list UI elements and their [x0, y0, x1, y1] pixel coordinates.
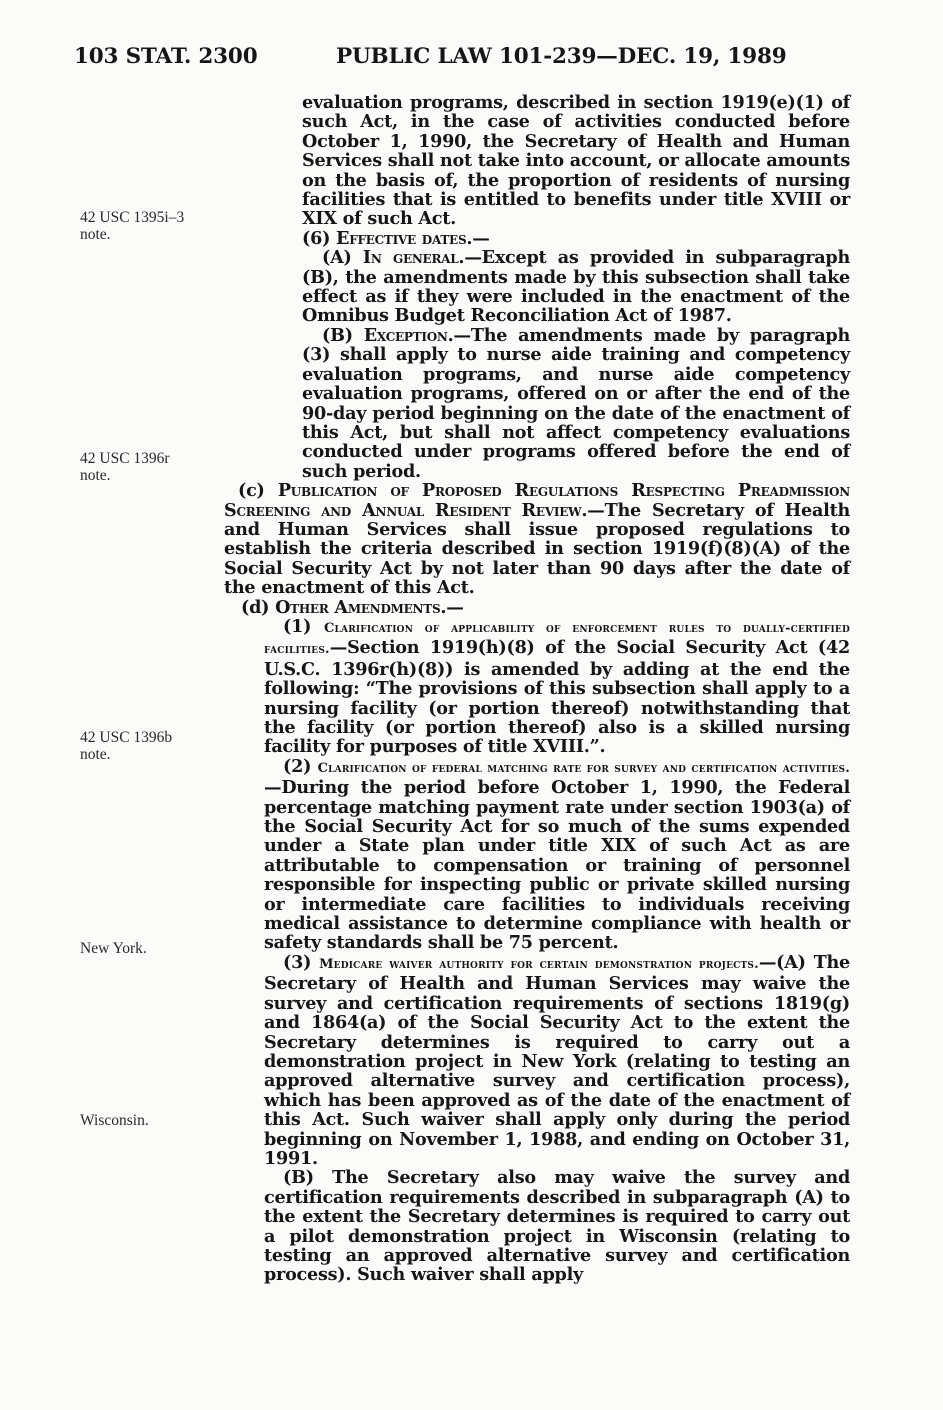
margin-note-line: Wisconsin.: [80, 1112, 149, 1129]
margin-note-line: note.: [80, 467, 111, 484]
paragraph-heading: Clarification of federal matching rate for survey and certification activities.: [317, 760, 850, 776]
paragraph-label: (c): [238, 480, 278, 502]
margin-note-line: 42 USC 1396b: [80, 729, 173, 746]
margin-note-line: 42 USC 1396r: [80, 450, 170, 467]
heading-dash: —: [472, 227, 490, 249]
paragraph-body: —Section 1919(h)(8) of the Social Security Act (42 U.S.C. 1396r(h)(8)) is amended by adding at the end the following: “The provisions of this subsection shall apply to a nursing facility (or portion thereof) notwithstanding that the facility (or portion thereof) also is a skilled nursing facility for purposes of title XVIII.”.: [264, 637, 850, 758]
paragraph-d: [224, 598, 850, 617]
margin-note-usc-1396b: [80, 729, 230, 763]
margin-note-usc-1395i: [80, 209, 230, 243]
margin-note-new-york: [80, 940, 230, 957]
paragraph-label: (3): [283, 951, 320, 973]
paragraph-d2: [224, 757, 850, 953]
paragraph-6b: [224, 326, 850, 481]
paragraph-d1: [224, 617, 850, 757]
paragraph-body: —The amendments made by paragraph (3) shall apply to nurse aide training and competency evaluation programs, and nurse aide competency evaluation programs, offered on or after the end of the 90-day period beginning on the date of the enactment of this Act, but shall not affect competency evaluations conducted under programs offered before the end of such period.: [302, 324, 850, 482]
body-text: [224, 93, 850, 1285]
paragraph-body: —During the period before October 1, 1990, the Federal percentage matching payment rate under section 1903(a) of the Social Security Act for so much of the sums expended under a State plan under title XIX of such Act as are attributable to compensation or training of personnel responsible for inspecting public or private skilled nursing or intermediate care facilities to individuals receiving medical assistance to determine compliance with health or safety standards shall be 75 percent.: [264, 777, 850, 954]
paragraph-body: —(A) The Secretary of Health and Human Services may waive the survey and certification requirements of sections 1819(g) and 1864(a) of the Social Security Act to the extent the Secretary determines is required to carry out a demonstration project in New York (relating to testing an approved alternative survey and certification process), which has been approved as of the date of the enactment of this Act. Such waiver shall apply only during the period beginning on November 1, 1988, and ending on October 31, 1991.: [264, 951, 850, 1169]
margin-note-line: note.: [80, 226, 111, 243]
heading-dash: —: [446, 596, 464, 618]
margin-note-line: note.: [80, 746, 111, 763]
paragraph-6a: [224, 248, 850, 326]
paragraph-d3: [224, 953, 850, 1168]
paragraph-heading: Medicare waiver authority for certain demonstration projects.: [319, 956, 759, 972]
paragraph-heading: Clarification of applicability of enforcement rules to dually-certified facilities.: [264, 620, 850, 658]
paragraph-heading: Publication of Proposed Regulations Respecting Preadmission Screening and Annual Resident Review.: [224, 480, 850, 521]
paragraph-label: (2): [283, 755, 318, 777]
paragraph-heading: Exception.: [363, 324, 454, 346]
paragraph-heading: In general.: [362, 247, 465, 269]
margin-note-line: New York.: [80, 940, 147, 957]
paragraph-c: [224, 481, 850, 597]
paragraph-heading: Other Amendments.: [275, 596, 447, 618]
paragraph-label: (d): [241, 596, 276, 618]
paragraph-continuation: evaluation programs, described in section 1919(e)(1) of such Act, in the case of activities conducted before October 1, 1990, the Secretary of Health and Human Services shall not take into account, or allocate amounts on the basis of, the proportion of residents of nursing facilities that is entitled to benefits under title XVIII or XIX of such Act.: [302, 92, 850, 230]
paragraph-6: [224, 229, 850, 248]
stat-reference: 103 STAT. 2300: [74, 44, 258, 69]
paragraph-label: (6): [302, 227, 337, 249]
margin-note-line: 42 USC 1395i–3: [80, 209, 185, 226]
paragraph-label: (A): [322, 247, 363, 269]
paragraph-heading: Effective dates.: [336, 227, 473, 249]
margin-note-wisconsin: [80, 1112, 230, 1129]
margin-note-usc-1396r: [80, 450, 230, 484]
paragraph-body: —The Secretary of Health and Human Services shall issue proposed regulations to establish the criteria described in section 1919(f)(8)(A) of the Social Security Act by not later than 90 days after the date of the enactment of this Act.: [224, 499, 850, 599]
paragraph-body: —Except as provided in subparagraph (B), the amendments made by this subsection shall take effect as if they were included in the enactment of the Omnibus Budget Reconciliation Act of 1987.: [302, 247, 850, 327]
paragraph-label: (B): [322, 324, 364, 346]
law-title: PUBLIC LAW 101-239—DEC. 19, 1989: [336, 44, 787, 69]
paragraph-label: (1): [283, 615, 324, 637]
paragraph-d3b: (B) The Secretary also may waive the survey and certification requirements described in subparagraph (A) to the extent the Secretary determines is required to carry out a pilot demonstration project in Wisconsin (relating to testing an approved alternative survey and certification process). Such waiver shall apply: [264, 1167, 850, 1286]
